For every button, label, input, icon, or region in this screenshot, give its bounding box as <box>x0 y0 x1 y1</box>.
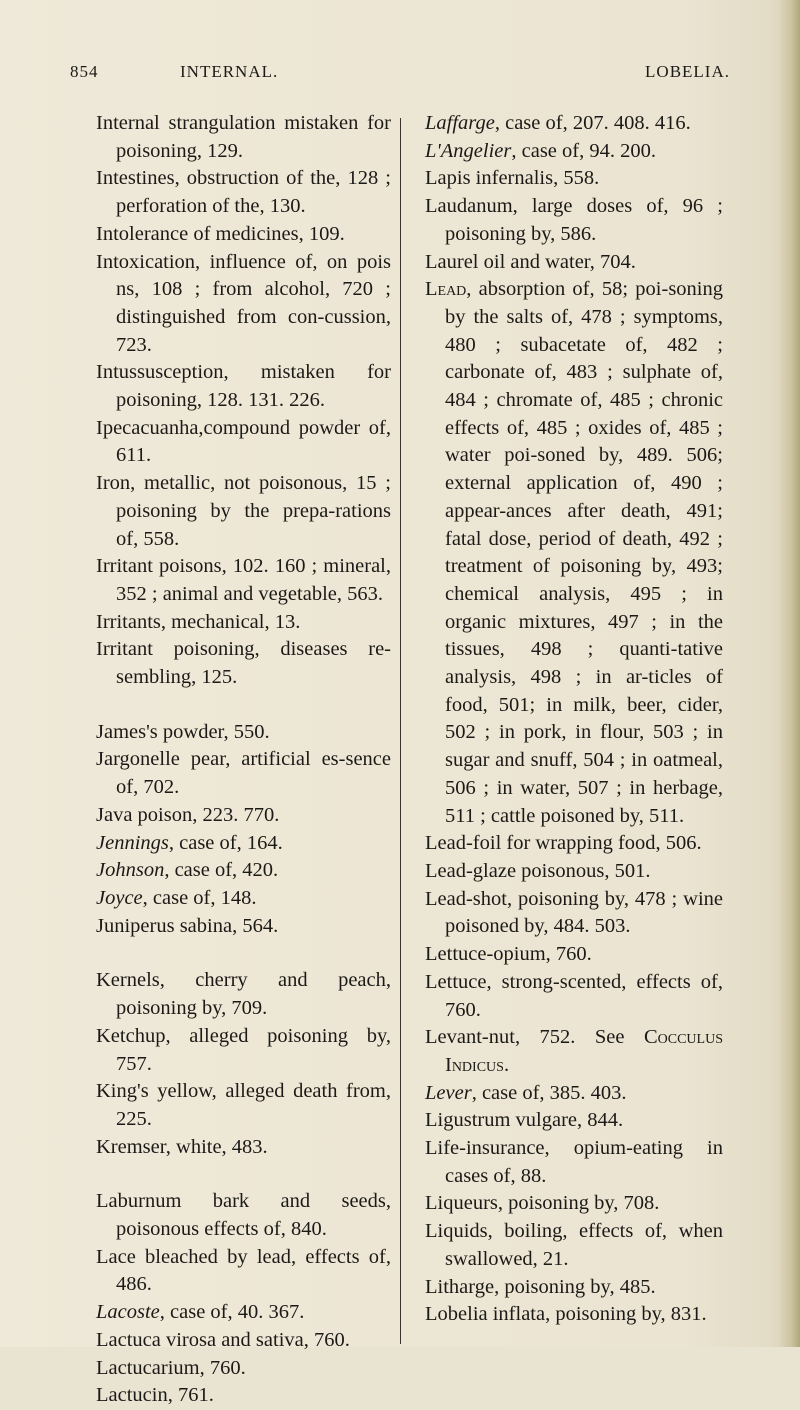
index-entry-lead <box>425 276 723 830</box>
index-entry: Intolerance of medicines, 109. <box>96 222 345 245</box>
index-entry: Irritants, mechanical, 13. <box>96 610 301 633</box>
case-reference: , case of, 94. 200. <box>511 139 656 162</box>
index-entry <box>96 857 391 885</box>
case-name: Lacoste <box>96 1301 160 1324</box>
entry-heading: Lead <box>425 278 467 301</box>
index-entry <box>96 885 391 913</box>
right-column <box>425 110 723 1329</box>
letter-group-gap <box>96 1161 391 1188</box>
index-entry: Lactucin, 761. <box>96 1384 214 1407</box>
index-entry: Lead-glaze poisonous, 501. <box>425 859 651 882</box>
left-keyword: INTERNAL. <box>180 62 279 81</box>
index-entry: Ipecacuanha,compound powder of, 611. <box>96 416 391 467</box>
index-entry <box>96 1299 391 1327</box>
index-entry: King's yellow, alleged death from, 225. <box>96 1080 391 1130</box>
column-divider <box>400 118 401 1344</box>
index-entry: Lapis infernalis, 558. <box>425 167 600 190</box>
case-name: Joyce <box>96 886 143 909</box>
entry-lead: Levant-nut, 752. See <box>425 1026 644 1049</box>
index-entry: Java poison, 223. 770. <box>96 803 280 826</box>
case-name: Johnson <box>96 859 165 882</box>
right-keyword: LOBELIA. <box>645 62 730 81</box>
cross-reference: Cocculus Indicus <box>445 1026 723 1076</box>
case-reference: , case of, 148. <box>142 886 257 909</box>
index-entry: Kernels, cherry and peach, poisoning by, 709. <box>96 969 391 1020</box>
left-column <box>96 110 391 1410</box>
index-entry: Liquids, boiling, effects of, when swallowed, 21. <box>425 1220 723 1270</box>
entry-end: . <box>503 1053 510 1076</box>
index-entry: Life-insurance, opium-eating in cases of, 88. <box>425 1137 723 1187</box>
index-entry: Internal strangulation mistaken for poisoning, 129. <box>96 112 391 162</box>
index-entry <box>425 138 723 166</box>
index-entry: James's powder, 550. <box>96 720 270 743</box>
index-entry: Laburnum bark and seeds, poisonous effects of, 840. <box>96 1190 391 1241</box>
case-reference: , case of, 420. <box>164 859 279 882</box>
index-entry: Lead-foil for wrapping food, 506. <box>425 832 702 855</box>
index-entry: Intestines, obstruction of the, 128 ; perforation of the, 130. <box>96 167 391 218</box>
case-reference: , case of, 40. 367. <box>159 1301 305 1324</box>
index-entry: Laudanum, large doses of, 96 ; poisoning by, 586. <box>425 195 723 245</box>
index-entry: Lettuce-opium, 760. <box>425 943 592 966</box>
index-entry <box>425 110 723 138</box>
index-entry: Lettuce, strong-scented, effects of, 760. <box>425 970 723 1021</box>
page-edge-shadow <box>778 0 800 1347</box>
index-entry: Ligustrum vulgare, 844. <box>425 1109 624 1132</box>
case-reference: , case of, 164. <box>168 831 283 854</box>
index-entry: Laurel oil and water, 704. <box>425 250 636 273</box>
letter-group-gap <box>96 940 391 967</box>
index-entry: Liqueurs, poisoning by, 708. <box>425 1192 660 1215</box>
index-entry: Irritant poisoning, diseases re-sembling, 125. <box>96 638 391 689</box>
running-head <box>70 62 730 92</box>
index-entry: Irritant poisons, 102. 160 ; mineral, 352 ; animal and vegetable, 563. <box>96 555 391 605</box>
case-name: Laffarge <box>425 112 495 134</box>
entry-body: , absorption of, 58; poi-soning by the salts of, 478 ; symptoms, 480 ; subacetate of, 482 ; carbonate of, 483 ; sulphate of, 484 ; chromate of, 485 ; chronic effects of, 485 ; oxides of, 485 ; water poi-soned by, 489. 506; external application of, 490 ; appear-ances after death, 491; fatal dose, period of death, 492 ; treatment of poisoning by, 493; chemical analysis, 495 ; in organic mixtures, 497 ; in the tissues, 498 ; quanti-tative analysis, 498 ; in ar-ticles of food, 501; in milk, beer, cider, 502 ; in pork, in flour, 503 ; in sugar and snuff, 504 ; in oatmeal, 506 ; in water, 507 ; in herbage, 511 ; cattle poisoned by, 511. <box>445 278 723 827</box>
case-reference: , case of, 385. 403. <box>471 1081 627 1104</box>
page-number: 854 <box>70 62 99 81</box>
index-entry: Lace bleached by lead, effects of, 486. <box>96 1245 391 1296</box>
index-entry <box>425 1080 723 1108</box>
index-entry: Lactuca virosa and sativa, 760. <box>96 1328 350 1351</box>
index-entry: Intussusception, mistaken for poisoning, 128. 131. 226. <box>96 361 391 412</box>
case-name: Jennings <box>96 831 169 854</box>
index-entry: Jargonelle pear, artificial es-sence of, 702. <box>96 748 391 799</box>
case-name: Lever <box>425 1081 472 1104</box>
index-entry: Lobelia inflata, poisoning by, 831. <box>425 1303 707 1326</box>
index-entry <box>425 1024 723 1079</box>
case-name: L'Angelier <box>425 139 512 162</box>
index-entry: Ketchup, alleged poisoning by, 757. <box>96 1024 391 1075</box>
index-entry: Kremser, white, 483. <box>96 1135 268 1158</box>
case-reference: , case of, 207. 408. 416. <box>494 112 691 134</box>
index-entry: Juniperus sabina, 564. <box>96 914 279 937</box>
index-entry: Intoxication, influence of, on pois ns, 108 ; from alcohol, 720 ; distinguished from con-cussion, 723. <box>96 250 391 356</box>
index-entry: Iron, metallic, not poisonous, 15 ; poisoning by the prepa-rations of, 558. <box>96 472 391 550</box>
index-entry: Litharge, poisoning by, 485. <box>425 1275 656 1298</box>
index-entry: Lead-shot, poisoning by, 478 ; wine poisoned by, 484. 503. <box>425 887 723 938</box>
letter-group-gap <box>96 692 391 719</box>
index-entry <box>96 830 391 858</box>
index-entry: Lactucarium, 760. <box>96 1356 246 1379</box>
